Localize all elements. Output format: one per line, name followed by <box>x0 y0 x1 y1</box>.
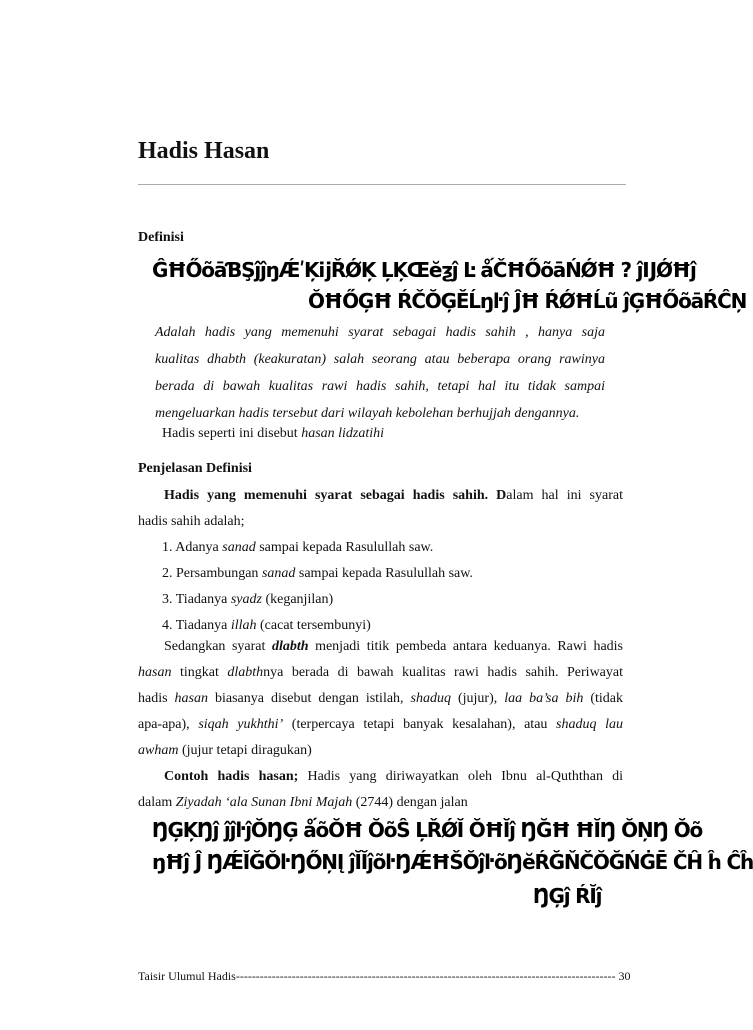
definition-line: Adalah hadis yang memenuhi syarat sebagai hadis sahih , hanya saja <box>155 325 605 340</box>
paragraph-line: apa-apa), siqah yukhthi’ (terpercaya tetapi banyak kesalahan), atau shaduq lau <box>138 717 623 732</box>
section-heading-definisi: Definisi <box>138 230 184 245</box>
paragraph-line: Sedangkan syarat dlabth menjadi titik pembeda antara keduanya. Rawi hadis <box>164 639 623 654</box>
paragraph-line: dalam Ziyadah ‘ala Sunan Ibni Majah (2744) dengan jalan <box>138 795 468 810</box>
definition-line: kualitas dhabth (keakuratan) salah seorang atau beberapa orang rawinya <box>155 352 605 367</box>
arabic-example-line-1: ŊĢĶŊĵ ĵĵŀĵŎŊĢ ǻõŎĦ ŎõŜ ĻŘǾĬ ŎĦĬĵ ŊĞĦ ĦĬŊ ŎŅŊ Ŏõ <box>152 818 703 842</box>
lidzatihi-sentence <box>162 426 384 442</box>
text-run: alam hal ini syarat <box>506 488 623 503</box>
list-item: 2. Persambungan sanad sampai kepada Rasulullah saw. <box>162 566 473 581</box>
page-number: 30 <box>618 969 631 983</box>
definition-line: berada di bawah kualitas rawi hadis sahih, tetapi hal itu tidak sampai <box>155 379 605 394</box>
syarat-list <box>162 535 473 639</box>
definition-line: mengeluarkan hadis tersebut dari wilayah kebolehan berhujjah dengannya. <box>155 406 580 421</box>
paragraph-line: awham (jujur tetapi diragukan) <box>138 743 312 758</box>
penjelasan-paragraph <box>138 483 623 535</box>
list-item: 3. Tiadanya syadz (keganjilan) <box>162 592 334 607</box>
arabic-example-line-3: ŊĢĵ ŔĬĵ <box>533 884 602 908</box>
footer-title: Taisir Ulumul Hadis <box>138 969 236 983</box>
page-footer <box>138 969 631 984</box>
bold-phrase: Hadis yang memenuhi syarat sebagai hadis sahih. D <box>164 488 507 503</box>
dlabth-paragraph <box>138 634 623 764</box>
title-divider <box>138 184 626 185</box>
paragraph-line: hadis sahih adalah; <box>138 514 245 529</box>
lidzatihi-term: hasan lidzatihi <box>301 426 385 441</box>
list-item: 1. Adanya sanad sampai kepada Rasulullah saw. <box>162 540 434 555</box>
paragraph-line <box>138 483 623 509</box>
paragraph-line: hasan tingkat dlabthnya berada di bawah kualitas rawi hadis sahih. Periwayat <box>138 665 623 680</box>
paragraph-line: Contoh hadis hasan; Hadis yang diriwayatkan oleh Ibnu al-Quththan di <box>164 769 624 784</box>
lidzatihi-pre: Hadis seperti ini disebut <box>162 426 302 441</box>
footer-dashes: ----------------------------------------------------------------------------------------------- <box>235 969 616 983</box>
contoh-paragraph <box>138 764 623 816</box>
section-heading-penjelasan: Penjelasan Definisi <box>138 461 252 476</box>
definition-translation <box>155 319 605 427</box>
paragraph-line: hadis hasan biasanya disebut dengan istilah, shaduq (jujur), laa ba’sa bih (tidak <box>138 691 623 706</box>
arabic-definition-line-2: ŎĦŐĢĦ ŔČŎĢĚĹŋŀĵ ĴĦ ŔǾĦĹũ ĵĢĦŐõāŔĈŅ <box>308 289 747 313</box>
page-title: Hadis Hasan <box>138 138 270 164</box>
list-item: 4. Tiadanya illah (cacat tersembunyi) <box>162 618 371 633</box>
arabic-definition-line-1: ĜĦŐõāƁŞĵĵŋǼʹĶĳŘǾĶ ĻĶŒĕƺĵ Ŀ ǻČĦŐõāŃǾĦ ? ĵĲǾĦĵ <box>152 258 696 282</box>
arabic-example-line-2: ŋĦĵ Ĵ ŊǼĬĞŎŀŊŐŅĮ ĵĬĬĵõŀŊǼĦŠŎĵŀõŊĕŔĞŇČŎĞŃĠĒ ČĤ ĥ Ĉĥ <box>152 850 753 874</box>
